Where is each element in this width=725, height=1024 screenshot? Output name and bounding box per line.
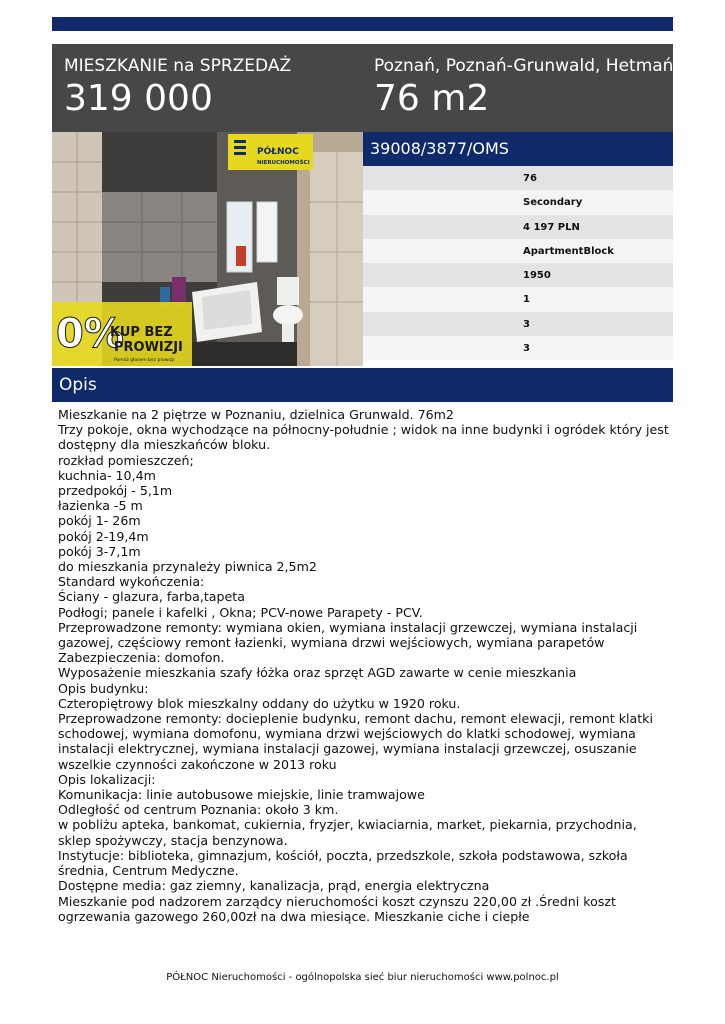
description-text <box>58 407 673 924</box>
description-line: Opis lokalizacji: <box>58 771 156 787</box>
param-row <box>363 263 673 287</box>
description-line: pokój 1- 26m <box>58 513 141 529</box>
top-accent-bar <box>52 17 673 31</box>
param-value: 1950 <box>523 270 551 281</box>
param-value: ApartmentBlock <box>523 245 614 257</box>
description-line: kuchnia- 10,4m <box>58 467 156 483</box>
offer-reference: 39008/3877/OMS <box>370 139 509 158</box>
description-line: Komunikacja: linie autobusowe miejskie, linie tramwajowe <box>58 787 425 803</box>
description-line: Przeprowadzone remonty: wymiana okien, wymiana instalacji grzewczej, wymiana instalacji gazowej, częściowy remont łazienki, wymiana drzwi wejściowych, wymiana parapetów <box>58 619 642 651</box>
param-value: 1 <box>523 294 530 306</box>
description-line: Standard wykończenia: <box>58 574 205 590</box>
offer-type: MIESZKANIE na SPRZEDAŻ <box>64 56 292 76</box>
description-line: Podłogi; panele i kafelki , Okna; PCV-nowe Parapety - PCV. <box>58 604 423 620</box>
promo-small: Pomóż głosem bez prowizji <box>114 358 175 363</box>
description-line: Opis budynku: <box>58 680 149 696</box>
promo-line1: KUP BEZ <box>110 325 173 340</box>
param-row <box>363 312 673 336</box>
param-value: 3 <box>523 318 530 330</box>
description-line: do mieszkania przynależy piwnica 2,5m2 <box>58 559 317 575</box>
description-line: łazienka -5 m <box>58 498 143 514</box>
parameters-table <box>363 166 673 360</box>
logo-text-line2: NIERUCHOMOŚCI <box>257 160 310 166</box>
param-value: Secondary <box>523 197 583 209</box>
footer: PÓŁNOC Nieruchomości - ogólnopolska sieć biur nieruchomości www.polnoc.pl <box>166 972 559 983</box>
description-line: Przeprowadzone remonty: docieplenie budynku, remont dachu, remont elewacji, remont klatki schodowej, wymiana domofonu, wymiana drzwi wejściowych do klatki schodowej, wymiana instalacji elektrycznej, wymiana instalacji gazowej, wymiana instalacji grzewczej, osuszanie wszelkie czynności zakończone w 2013 roku <box>58 711 657 772</box>
description-line: Trzy pokoje, okna wychodzące na północny-południe ; widok na inne budynki i ogródek który jest dostępny dla mieszkańców bloku. <box>58 422 673 453</box>
param-value: 4 197 PLN <box>523 221 580 233</box>
description-heading: Opis <box>59 375 97 395</box>
property-photo <box>52 132 363 366</box>
description-line: Mieszkanie pod nadzorem zarządcy nieruchomości koszt czynszu 220,00 zł .Średni koszt ogrzewania gazowego 260,00zł na dwa miesiące. Mieszkanie ciche i ciepłe <box>58 893 620 924</box>
description-line: przedpokój - 5,1m <box>58 483 173 499</box>
param-row <box>363 336 673 360</box>
description-line: Wyposażenie mieszkania szafy łóżka oraz sprzęt AGD zawarte w cenie mieszkania <box>58 665 577 681</box>
promo-line2: PROWIZJI <box>114 340 183 355</box>
description-line: Zabezpieczenia: domofon. <box>58 650 225 666</box>
param-value: 3 <box>523 342 530 354</box>
description-line: Dostępne media: gaz ziemny, kanalizacja, prąd, energia elektryczna <box>58 878 490 894</box>
description-line: pokój 3-7,1m <box>58 543 141 559</box>
promo-percent: 0% <box>56 311 124 357</box>
description-line: Odległość od centrum Poznania: około 3 km. <box>58 802 339 818</box>
area: 76 m2 <box>374 78 490 119</box>
header-right <box>374 56 702 120</box>
description-line: Ściany - glazura, farba,tapeta <box>58 589 245 605</box>
logo-text-line1: PÓŁNOC <box>257 147 299 157</box>
description-heading-bar <box>52 368 673 402</box>
listing-header <box>52 44 703 132</box>
description-line: pokój 2-19,4m <box>58 528 149 544</box>
description-line: Mieszkanie na 2 piętrze w Poznaniu, dzielnica Grunwald. 76m2 <box>58 407 454 422</box>
header-left <box>64 56 291 120</box>
param-row <box>363 239 673 263</box>
description-line: Instytucje: biblioteka, gimnazjum, kościół, poczta, przedszkole, szkoła podstawowa, szkoła średnia, Centrum Medyczne. <box>58 847 632 879</box>
param-row <box>363 190 673 214</box>
location: Poznań, Poznań-Grunwald, Hetmańska <box>374 56 703 76</box>
description-line: w pobliżu apteka, bankomat, cukiernia, fryzjer, kwiaciarnia, market, piekarnia, przychodnia, sklep spożywczy, stacja benzynowa. <box>58 817 641 848</box>
param-row <box>363 215 673 239</box>
param-row <box>363 166 673 190</box>
param-row <box>363 287 673 311</box>
param-value: 76 <box>523 173 537 184</box>
price: 319 000 <box>64 78 213 119</box>
offer-reference-bar <box>363 132 673 166</box>
description-line: Czteropiętrowy blok mieszkalny oddany do użytku w 1920 roku. <box>58 695 461 711</box>
description-line: rozkład pomieszczeń; <box>58 452 194 468</box>
